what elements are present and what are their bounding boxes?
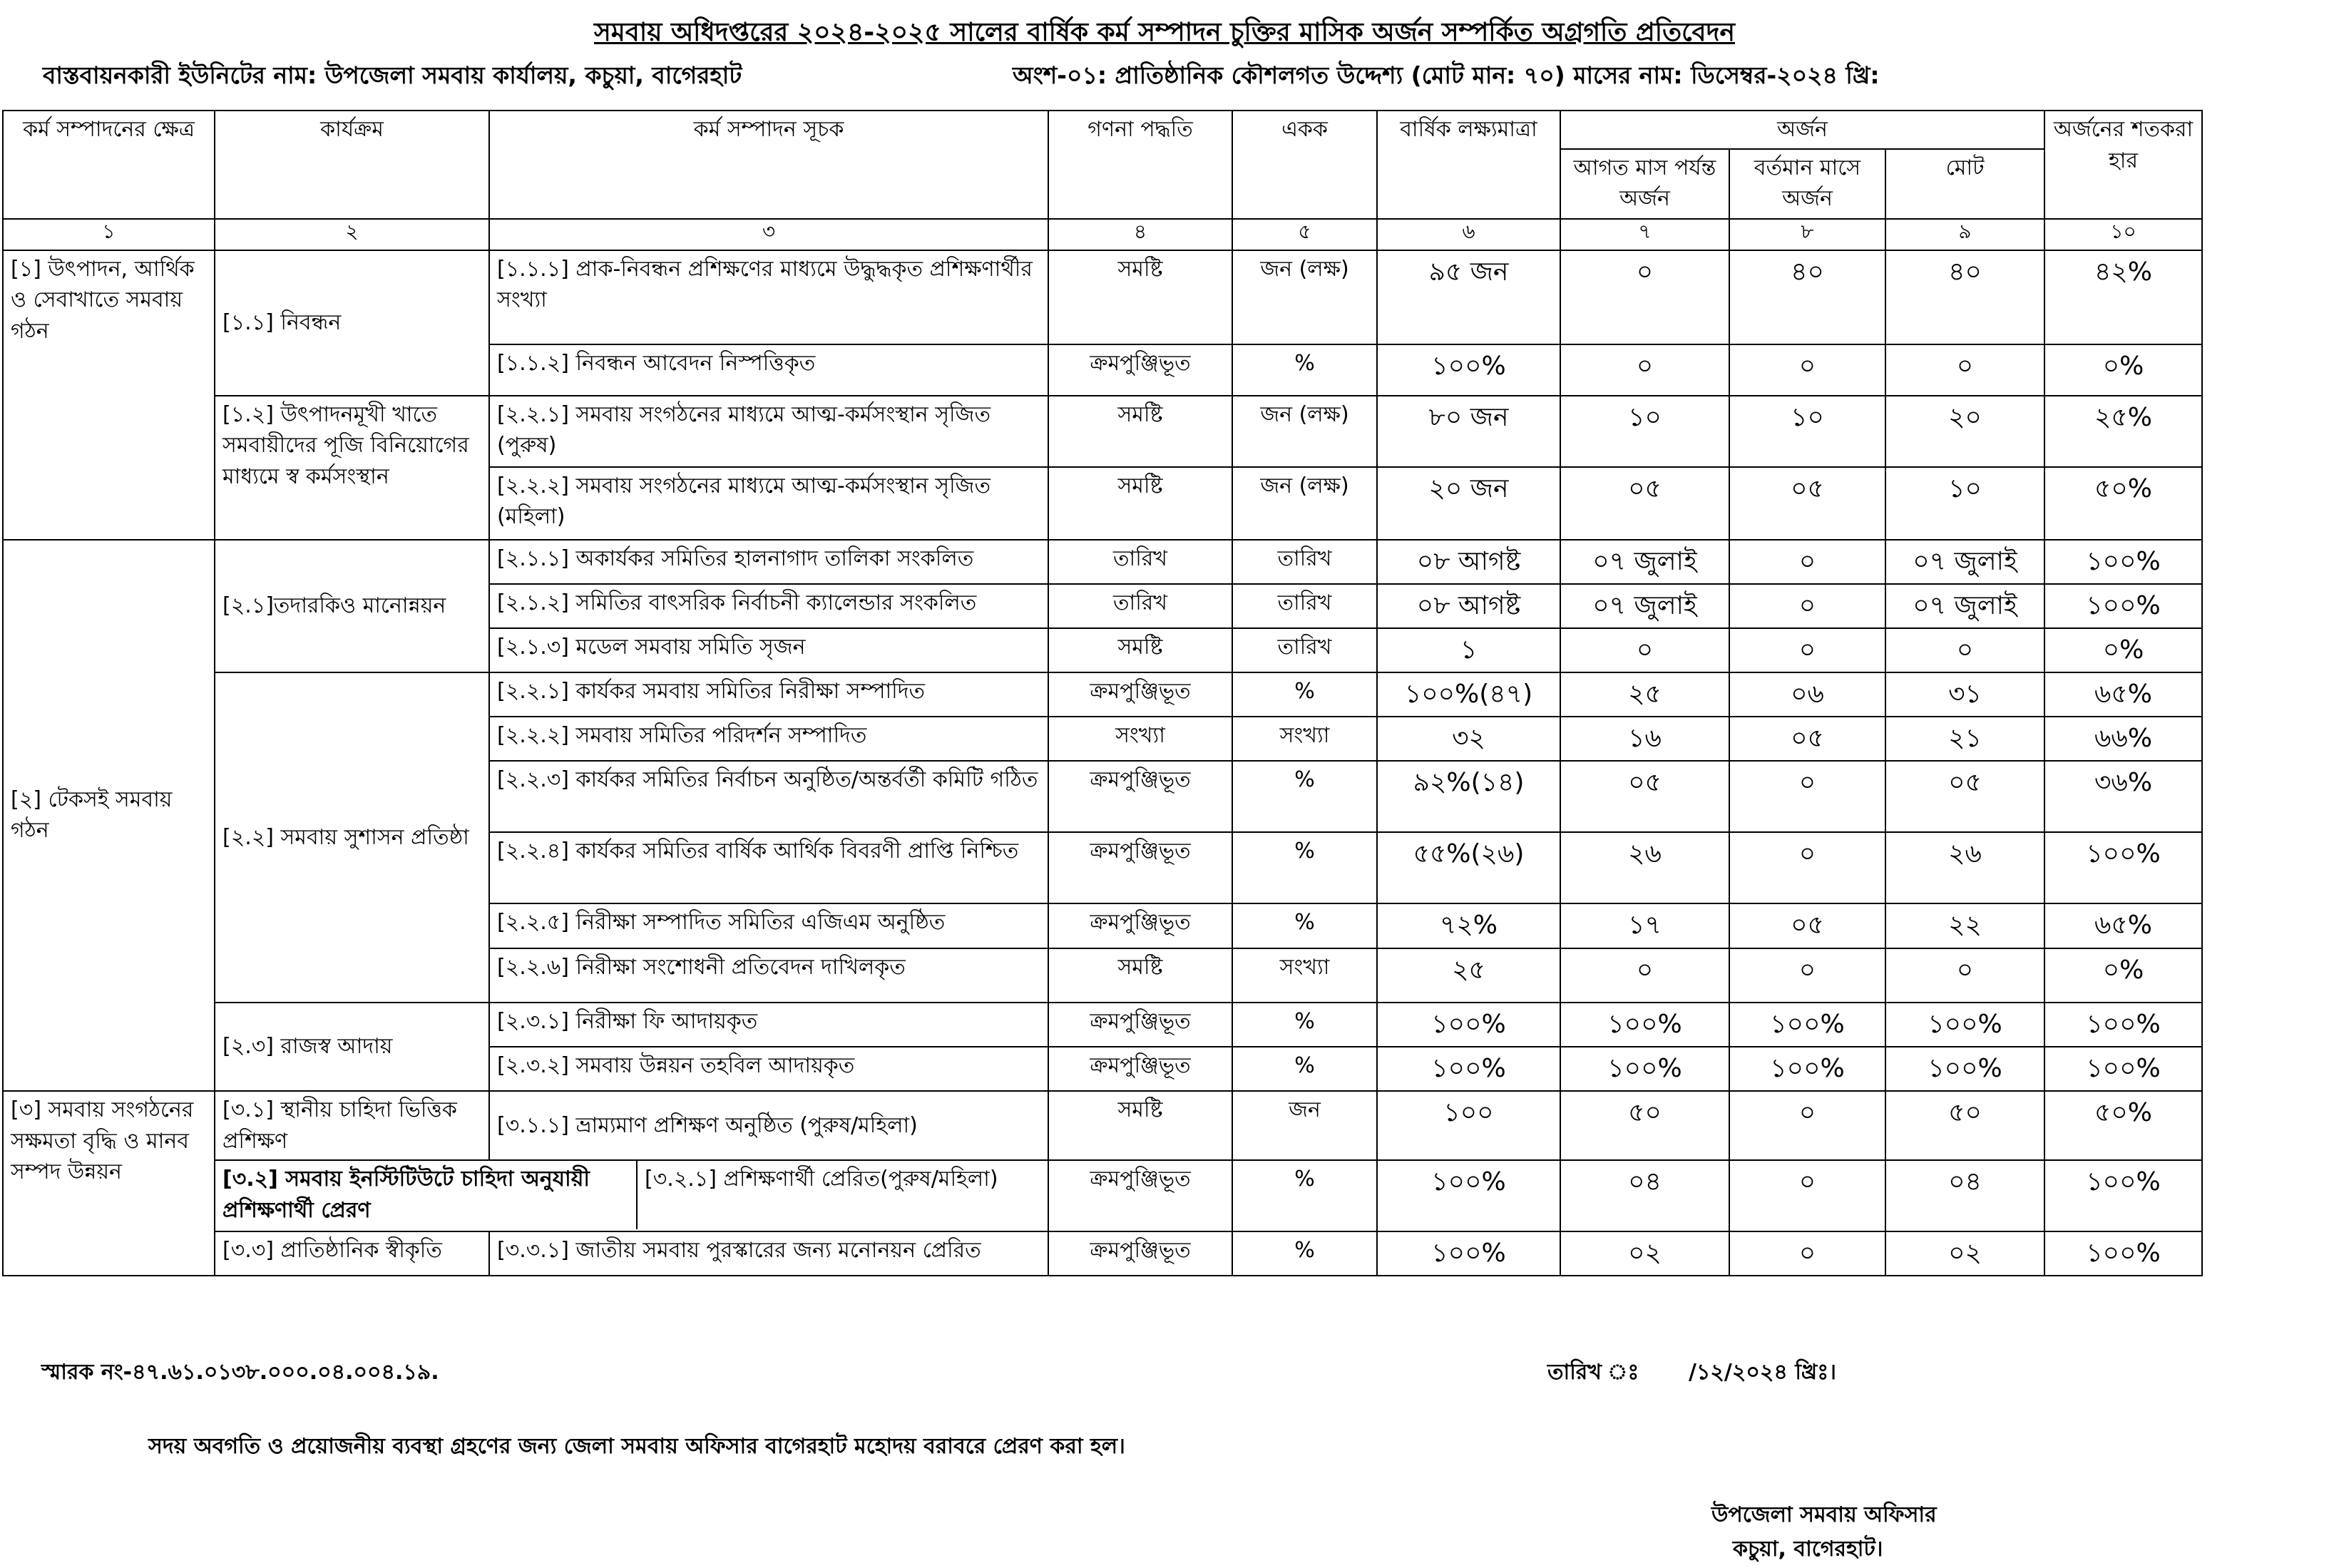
header-method: গণনা পদ্ধতি <box>1048 111 1232 219</box>
prev-cell: ১০ <box>1560 396 1729 467</box>
target-cell: ১০০% <box>1377 1231 1560 1276</box>
progress-table <box>2 110 2203 1276</box>
col-number: ৯ <box>1885 219 2044 250</box>
current-cell: ১০ <box>1729 396 1885 467</box>
indicator-cell: [২.২.২] সমবায় সংগঠনের মাধ্যমে আত্ম-কর্মসংস্থান সৃজিত (মহিলা) <box>489 467 1048 540</box>
table-row <box>3 1231 2202 1276</box>
target-cell: ২৫ <box>1377 948 1560 1003</box>
method-cell: ক্রমপুঞ্জিভূত <box>1048 1003 1232 1047</box>
prev-cell: ০২ <box>1560 1231 1729 1276</box>
prev-cell: ১০০% <box>1560 1047 1729 1091</box>
percent-cell: ১০০% <box>2044 832 2202 903</box>
indicator-cell: [২.১.১] অকার্যকর সমিতির হালনাগাদ তালিকা সংকলিত <box>489 540 1048 584</box>
method-cell: সমষ্টি <box>1048 628 1232 672</box>
total-cell: ২০ <box>1885 396 2044 467</box>
unit-cell: সংখ্যা <box>1232 717 1377 761</box>
total-cell: ৪০ <box>1885 250 2044 344</box>
prev-cell: ০ <box>1560 344 1729 396</box>
unit-cell: জন (লক্ষ) <box>1232 396 1377 467</box>
header-area: কর্ম সম্পাদনের ক্ষেত্র <box>3 111 215 219</box>
unit-cell: সংখ্যা <box>1232 948 1377 1003</box>
percent-cell: ০% <box>2044 948 2202 1003</box>
activity-cell: [৩.৩] প্রাতিষ্ঠানিক স্বীকৃতি <box>215 1231 489 1276</box>
total-cell: ২১ <box>1885 717 2044 761</box>
unit-cell: জন (লক্ষ) <box>1232 467 1377 540</box>
col-number: ৮ <box>1729 219 1885 250</box>
percent-cell: ২৫% <box>2044 396 2202 467</box>
prev-cell: ১০০% <box>1560 1003 1729 1047</box>
method-cell: ক্রমপুঞ্জিভূত <box>1048 344 1232 396</box>
activity-cell: [৩.১] স্থানীয় চাহিদা ভিত্তিক প্রশিক্ষণ <box>215 1091 489 1160</box>
method-cell: ক্রমপুঞ্জিভূত <box>1048 1047 1232 1091</box>
indicator-cell: [২.২.৫] নিরীক্ষা সম্পাদিত সমিতির এজিএম অনুষ্ঠিত <box>489 903 1048 948</box>
unit-cell: % <box>1232 1003 1377 1047</box>
method-cell: ক্রমপুঞ্জিভূত <box>1048 672 1232 717</box>
unit-cell: % <box>1232 1231 1377 1276</box>
header-target: বার্ষিক লক্ষ্যমাত্রা <box>1377 111 1560 219</box>
total-cell: ০২ <box>1885 1231 2044 1276</box>
current-cell: ০ <box>1729 540 1885 584</box>
current-cell: ০ <box>1729 1091 1885 1160</box>
method-cell: সমষ্টি <box>1048 1091 1232 1160</box>
current-cell: ০৬ <box>1729 672 1885 717</box>
method-cell: ক্রমপুঞ্জিভূত <box>1048 1231 1232 1276</box>
target-cell: ৫৫%(২৬) <box>1377 832 1560 903</box>
area-cell: [২] টেকসই সমবায় গঠন <box>3 540 215 1092</box>
forwarding-note: সদয় অবগতি ও প্রয়োজনীয় ব্যবস্থা গ্রহণের জন্য জেলা সমবায় অফিসার বাগেরহাট মহোদয় বরাবরে প্রেরণ করা হল। <box>148 1434 1125 1459</box>
section-line: অংশ-০১: প্রাতিষ্ঠানিক কৌশলগত উদ্দেশ্য (মোট মান: ৭০) মাসের নাম: ডিসেম্বর-২০২৪ খ্রি: <box>1013 61 1880 89</box>
total-cell: ৫০ <box>1885 1091 2044 1160</box>
prev-cell: ৫০ <box>1560 1091 1729 1160</box>
percent-cell: ১০০% <box>2044 1231 2202 1276</box>
indicator-cell: [৩.৩.১] জাতীয় সমবায় পুরস্কারের জন্য মনোনয়ন প্রেরিত <box>489 1231 1048 1276</box>
table-row <box>3 1091 2202 1160</box>
method-cell: ক্রমপুঞ্জিভূত <box>1048 832 1232 903</box>
target-cell: ১০০% <box>1377 1160 1560 1231</box>
current-cell: ০ <box>1729 761 1885 832</box>
total-cell: ৩১ <box>1885 672 2044 717</box>
total-cell: ০৭ জুলাই <box>1885 540 2044 584</box>
current-cell: ০৫ <box>1729 467 1885 540</box>
col-number: ৫ <box>1232 219 1377 250</box>
percent-cell: ৩৬% <box>2044 761 2202 832</box>
col-number: ১ <box>3 219 215 250</box>
col-number: ৪ <box>1048 219 1232 250</box>
unit-cell: জন (লক্ষ) <box>1232 250 1377 344</box>
report-title: সমবায় অধিদপ্তরের ২০২৪-২০২৫ সালের বার্ষিক কর্ম সম্পাদন চুক্তির মাসিক অর্জন সম্পর্কিত অগ্রগতি প্রতিবেদন <box>593 18 1735 47</box>
area-cell: [৩] সমবায় সংগঠনের সক্ষমতা বৃদ্ধি ও মানব সম্পদ উন্নয়ন <box>3 1091 215 1276</box>
indicator-cell: [২.২.৪] কার্যকর সমিতির বার্ষিক আর্থিক বিবরণী প্রাপ্তি নিশ্চিত <box>489 832 1048 903</box>
col-number: ২ <box>215 219 489 250</box>
target-cell: ১০০% <box>1377 1047 1560 1091</box>
date-value: /১২/২০২৪ খ্রিঃ। <box>1689 1360 1836 1385</box>
header-percent: অর্জনের শতকরা হার <box>2044 111 2202 219</box>
method-cell: ক্রমপুঞ্জিভূত <box>1048 1160 1232 1231</box>
header-row-1 <box>3 111 2202 149</box>
target-cell: ৯৫ জন <box>1377 250 1560 344</box>
prev-cell: ০ <box>1560 250 1729 344</box>
indicator-cell: [২.২.১] সমবায় সংগঠনের মাধ্যমে আত্ম-কর্মসংস্থান সৃজিত (পুরুষ) <box>489 396 1048 467</box>
target-cell: ৩২ <box>1377 717 1560 761</box>
col-number: ৬ <box>1377 219 1560 250</box>
percent-cell: ১০০% <box>2044 1160 2202 1231</box>
training-split-cell <box>215 1160 1048 1231</box>
method-cell: সমষ্টি <box>1048 948 1232 1003</box>
prev-cell: ০৫ <box>1560 467 1729 540</box>
prev-cell: ০ <box>1560 948 1729 1003</box>
indicator-cell: [৩.১.১] ভ্রাম্যমাণ প্রশিক্ষণ অনুষ্ঠিত (পুরুষ/মহিলা) <box>489 1091 1048 1160</box>
unit-cell: তারিখ <box>1232 628 1377 672</box>
indicator-cell: [১.১.২] নিবন্ধন আবেদন নিস্পত্তিকৃত <box>489 344 1048 396</box>
target-cell: ৯২%(১৪) <box>1377 761 1560 832</box>
current-cell: ০ <box>1729 948 1885 1003</box>
method-cell: ক্রমপুঞ্জিভূত <box>1048 903 1232 948</box>
percent-cell: ১০০% <box>2044 540 2202 584</box>
header-activity: কার্যক্রম <box>215 111 489 219</box>
header-achievement: অর্জন <box>1560 111 2044 149</box>
activity-cell: [২.৩] রাজস্ব আদায় <box>215 1003 489 1091</box>
target-cell: ৭২% <box>1377 903 1560 948</box>
header-prev: আগত মাস পর্যন্ত অর্জন <box>1560 149 1729 219</box>
total-cell: ০ <box>1885 948 2044 1003</box>
current-cell: ১০০% <box>1729 1003 1885 1047</box>
indicator-cell: [২.১.৩] মডেল সমবায় সমিতি সৃজন <box>489 628 1048 672</box>
indicator-cell: [২.২.১] কার্যকর সমবায় সমিতির নিরীক্ষা সম্পাদিত <box>489 672 1048 717</box>
unit-cell: % <box>1232 761 1377 832</box>
unit-cell: জন <box>1232 1091 1377 1160</box>
target-cell: ২০ জন <box>1377 467 1560 540</box>
target-cell: ১০০%(৪৭) <box>1377 672 1560 717</box>
unit-cell: তারিখ <box>1232 540 1377 584</box>
unit-cell: % <box>1232 832 1377 903</box>
prev-cell: ০৫ <box>1560 761 1729 832</box>
method-cell: সমষ্টি <box>1048 467 1232 540</box>
current-cell: ০৫ <box>1729 717 1885 761</box>
unit-cell: % <box>1232 672 1377 717</box>
target-cell: ৮০ জন <box>1377 396 1560 467</box>
target-cell: ০৮ আগষ্ট <box>1377 584 1560 628</box>
total-cell: ০৫ <box>1885 761 2044 832</box>
total-cell: ১০০% <box>1885 1003 2044 1047</box>
activity-cell: [২.২] সমবায় সুশাসন প্রতিষ্ঠা <box>215 672 489 1003</box>
target-cell: ১ <box>1377 628 1560 672</box>
total-cell: ০৭ জুলাই <box>1885 584 2044 628</box>
activity-cell: [৩.২] সমবায় ইনস্টিটিউটে চাহিদা অনুযায়ী প্রশিক্ষণার্থী প্রেরণ <box>222 1167 590 1223</box>
method-cell: সমষ্টি <box>1048 396 1232 467</box>
target-cell: ১০০% <box>1377 344 1560 396</box>
activity-cell: [২.১]তদারকিও মানোন্নয়ন <box>215 540 489 673</box>
total-cell: ১০ <box>1885 467 2044 540</box>
col-number: ৭ <box>1560 219 1729 250</box>
current-cell: ০ <box>1729 344 1885 396</box>
method-cell: তারিখ <box>1048 540 1232 584</box>
prev-cell: ০৪ <box>1560 1160 1729 1231</box>
unit-cell: তারিখ <box>1232 584 1377 628</box>
indicator-cell: [২.২.৩] কার্যকর সমিতির নির্বাচন অনুষ্ঠিত/অন্তর্বর্তী কমিটি গঠিত <box>489 761 1048 832</box>
header-current: বর্তমান মাসে অর্জন <box>1729 149 1885 219</box>
percent-cell: ১০০% <box>2044 1003 2202 1047</box>
table-row <box>3 1003 2202 1047</box>
prev-cell: ২৫ <box>1560 672 1729 717</box>
table-row <box>3 672 2202 717</box>
activity-cell: [১.২] উৎপাদনমূখী খাতে সমবায়ীদের পূজি বিনিয়োগের মাধ্যমে স্ব কর্মসংস্থান <box>215 396 489 540</box>
current-cell: ০ <box>1729 832 1885 903</box>
unit-cell: % <box>1232 1047 1377 1091</box>
unit-cell: % <box>1232 1160 1377 1231</box>
table-row <box>3 250 2202 344</box>
indicator-cell: [২.১.২] সমিতির বাৎসরিক নির্বাচনী ক্যালেন্ডার সংকলিত <box>489 584 1048 628</box>
prev-cell: ০৭ জুলাই <box>1560 540 1729 584</box>
memo-number: স্মারক নং-৪৭.৬১.০১৩৮.০০০.০৪.০০৪.১৯. <box>41 1360 439 1385</box>
current-cell: ১০০% <box>1729 1047 1885 1091</box>
percent-cell: ৬৫% <box>2044 903 2202 948</box>
current-cell: ০ <box>1729 628 1885 672</box>
current-cell: ৪০ <box>1729 250 1885 344</box>
percent-cell: ৪২% <box>2044 250 2202 344</box>
method-cell: সংখ্যা <box>1048 717 1232 761</box>
total-cell: ২৬ <box>1885 832 2044 903</box>
col-number: ১০ <box>2044 219 2202 250</box>
signatory-title: উপজেলা সমবায় অফিসার <box>1711 1502 1937 1527</box>
indicator-cell: [১.১.১] প্রাক-নিবন্ধন প্রশিক্ষণের মাধ্যমে উদ্ধুদ্ধকৃত প্রশিক্ষণার্থীর সংখ্যা <box>489 250 1048 344</box>
header-unit: একক <box>1232 111 1377 219</box>
prev-cell: ১৬ <box>1560 717 1729 761</box>
unit-name-line: বাস্তবায়নকারী ইউনিটের নাম: উপজেলা সমবায় কার্যালয়, কচুয়া, বাগেরহাট <box>43 61 742 89</box>
percent-cell: ১০০% <box>2044 1047 2202 1091</box>
header-indicator: কর্ম সম্পাদন সূচক <box>489 111 1048 219</box>
indicator-cell: [৩.২.১] প্রশিক্ষণার্থী প্রেরিত(পুরুষ/মহিলা) <box>636 1161 1048 1229</box>
target-cell: ০৮ আগষ্ট <box>1377 540 1560 584</box>
col-number: ৩ <box>489 219 1048 250</box>
signatory-place: কচুয়া, বাগেরহাট। <box>1733 1537 1883 1562</box>
table-row <box>3 1160 2202 1231</box>
total-cell: ২২ <box>1885 903 2044 948</box>
percent-cell: ০% <box>2044 344 2202 396</box>
activity-cell: [১.১] নিবন্ধন <box>215 250 489 396</box>
percent-cell: ৬৬% <box>2044 717 2202 761</box>
header-total: মোট <box>1885 149 2044 219</box>
prev-cell: ১৭ <box>1560 903 1729 948</box>
total-cell: ০ <box>1885 628 2044 672</box>
current-cell: ০ <box>1729 584 1885 628</box>
table-row <box>3 396 2202 467</box>
date-label: তারিখ ঃ <box>1547 1360 1639 1385</box>
indicator-cell: [২.৩.২] সমবায় উন্নয়ন তহবিল আদায়কৃত <box>489 1047 1048 1091</box>
indicator-cell: [২.২.২] সমবায় সমিতির পরিদর্শন সম্পাদিত <box>489 717 1048 761</box>
prev-cell: ০ <box>1560 628 1729 672</box>
total-cell: ০ <box>1885 344 2044 396</box>
total-cell: ১০০% <box>1885 1047 2044 1091</box>
percent-cell: ৫০% <box>2044 1091 2202 1160</box>
indicator-cell: [২.৩.১] নিরীক্ষা ফি আদায়কৃত <box>489 1003 1048 1047</box>
area-cell: [১] উৎপাদন, আর্থিক ও সেবাখাতে সমবায় গঠন <box>3 250 215 540</box>
target-cell: ১০০ <box>1377 1091 1560 1160</box>
percent-cell: ১০০% <box>2044 584 2202 628</box>
table-row <box>3 540 2202 584</box>
percent-cell: ৫০% <box>2044 467 2202 540</box>
prev-cell: ২৬ <box>1560 832 1729 903</box>
percent-cell: ০% <box>2044 628 2202 672</box>
method-cell: সমষ্টি <box>1048 250 1232 344</box>
unit-cell: % <box>1232 903 1377 948</box>
method-cell: তারিখ <box>1048 584 1232 628</box>
target-cell: ১০০% <box>1377 1003 1560 1047</box>
percent-cell: ৬৫% <box>2044 672 2202 717</box>
current-cell: ০৫ <box>1729 903 1885 948</box>
method-cell: ক্রমপুঞ্জিভূত <box>1048 761 1232 832</box>
column-number-row <box>3 219 2202 250</box>
prev-cell: ০৭ জুলাই <box>1560 584 1729 628</box>
unit-cell: % <box>1232 344 1377 396</box>
total-cell: ০৪ <box>1885 1160 2044 1231</box>
indicator-cell: [২.২.৬] নিরীক্ষা সংশোধনী প্রতিবেদন দাখিলকৃত <box>489 948 1048 1003</box>
current-cell: ০ <box>1729 1160 1885 1231</box>
current-cell: ০ <box>1729 1231 1885 1276</box>
